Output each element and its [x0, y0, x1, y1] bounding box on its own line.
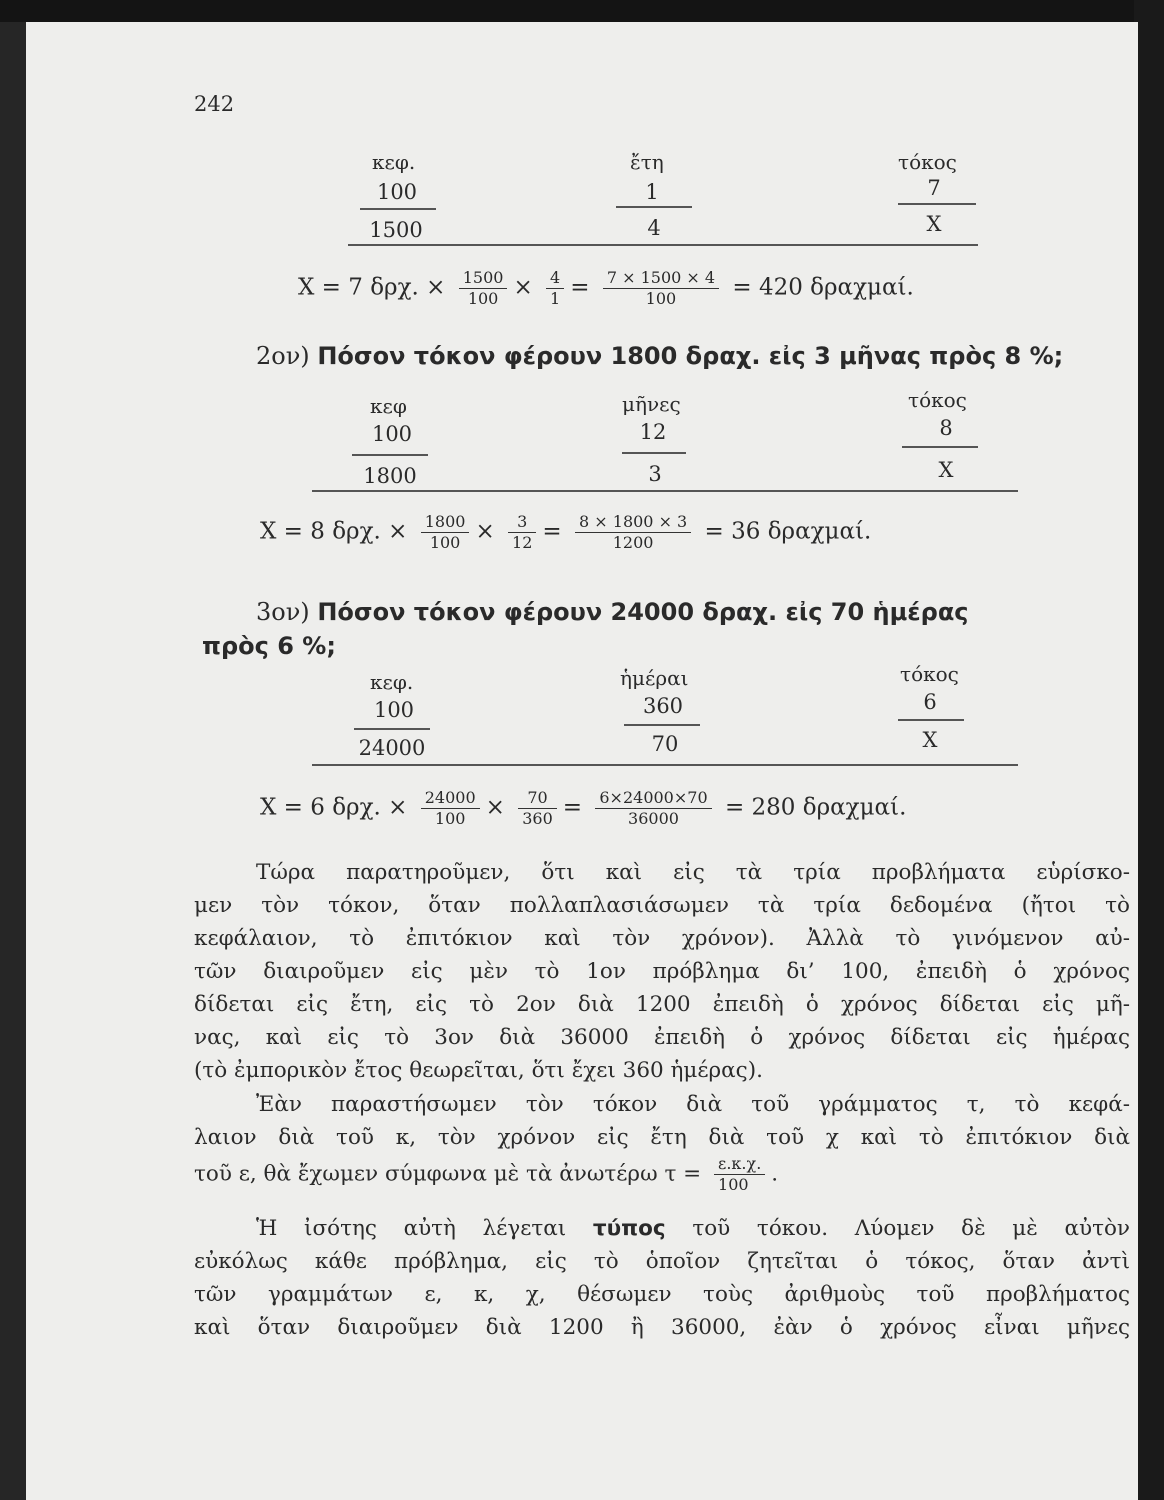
cell-months-1: 12 — [639, 420, 667, 444]
cell-capital-2: 1500 — [369, 218, 423, 242]
formula-text: τοῦ ε, θὰ ἔχωμεν σύμφωνα μὲ τὰ ἀνωτέρω τ = — [194, 1161, 702, 1187]
text-line: νας, καὶ εἰς τὸ 3ον διὰ 36000 ἐπειδὴ ὁ χρόνος δίδεται εἰς ἡμέρας — [194, 1025, 1130, 1050]
fraction-denominator: 360 — [522, 809, 553, 828]
page-number: 242 — [194, 92, 235, 116]
header-capital: κεφ. — [370, 670, 414, 694]
cell-capital-1: 100 — [373, 698, 415, 722]
text-line: τῶν γραμμάτων ε, κ, χ, θέσωμεν τοὺς ἀριθμοὺς τοῦ προβλήματος — [194, 1282, 1130, 1307]
header-interest: τόκος — [908, 388, 967, 412]
fraction-numerator: ε.κ.χ. — [714, 1154, 765, 1175]
equation-result: = 280 δραχμαί. — [724, 794, 907, 821]
fraction-numerator: 70 — [518, 788, 557, 809]
header-days: ἡμέραι — [620, 666, 689, 690]
cell-interest-2: Χ — [926, 212, 942, 236]
question-number: 2ον) — [256, 342, 310, 370]
cell-interest-2: Χ — [922, 728, 938, 752]
cell-capital-2: 24000 — [358, 736, 426, 760]
fraction — [518, 788, 557, 829]
text-line: δίδεται εἰς ἔτη, εἰς τὸ 2ον διὰ 1200 ἐπειδὴ ὁ χρόνος δίδεται εἰς μῆ- — [194, 992, 1130, 1017]
cell-capital-1: 100 — [376, 180, 418, 204]
cell-capital-2: 1800 — [363, 464, 417, 488]
rule — [622, 452, 686, 454]
fraction-numerator: 4 — [546, 268, 564, 289]
paragraph-formula-usage — [194, 1212, 1130, 1344]
formula-line — [194, 1154, 1130, 1202]
rule — [352, 454, 428, 456]
cell-interest-2: Χ — [938, 458, 954, 482]
rule — [360, 208, 436, 210]
rule — [902, 446, 978, 448]
text-line: τῶν διαιροῦμεν εἰς μὲν τὸ 1ον πρόβλημα δι’ 100, ἐπειδὴ ὁ χρόνος — [194, 959, 1130, 984]
text-line: καὶ ὅταν διαιροῦμεν διὰ 1200 ἢ 36000, ἐὰν ὁ χρόνος εἶναι μῆνες — [194, 1315, 1130, 1340]
fraction-denominator: 36000 — [628, 809, 679, 828]
equation-result: = 36 δραχμαί. — [704, 518, 872, 545]
book-page — [26, 22, 1138, 1500]
text-segment: Ἡ ἰσότης αὐτὴ λέγεται — [256, 1216, 593, 1241]
text-segment: τοῦ τόκου. Λύομεν δὲ μὲ αὐτὸν — [665, 1216, 1130, 1241]
problem1-equation: Χ = 7 δρχ. × $\frac{1500}{100}$ × $\frac{4}{1}$ = $\frac{7 \times 1500 \times 4}{100}$ = 420 δραχμαί. — [298, 268, 914, 308]
cell-interest-1: 8 — [939, 416, 953, 440]
fraction-numerator: 1500 — [459, 268, 508, 289]
fraction — [459, 268, 508, 309]
fraction-numerator: 7 × 1500 × 4 — [603, 268, 719, 289]
rule — [898, 719, 964, 721]
header-months: μῆνες — [622, 392, 681, 416]
fraction — [421, 512, 470, 553]
rule — [898, 203, 976, 205]
header-interest: τόκος — [900, 662, 959, 686]
scan-top-edge — [0, 0, 1164, 22]
equation-lhs: Χ = 6 δρχ. × — [260, 794, 408, 821]
text-line: μεν τὸν τόκον, ὅταν πολλαπλασιάσωμεν τὰ τρία δεδομένα (ἤτοι τὸ — [194, 893, 1130, 918]
fraction-denominator: 1200 — [612, 533, 654, 552]
cell-interest-1: 7 — [927, 176, 941, 200]
fraction — [421, 788, 480, 829]
question-number: 3ον) — [256, 598, 310, 626]
fraction — [508, 512, 536, 553]
table-bottom-rule — [348, 244, 978, 246]
paragraph-formula — [194, 1088, 1130, 1202]
cell-days-1: 360 — [642, 694, 684, 718]
text-line — [194, 1212, 1130, 1245]
equation-lhs: Χ = 8 δρχ. × — [260, 518, 408, 545]
problem3-question-line1 — [256, 598, 969, 626]
header-capital: κεφ — [370, 394, 407, 418]
fraction-denominator: 100 — [718, 1175, 749, 1194]
bold-term: τύπος — [592, 1216, 666, 1241]
fraction-numerator: 1800 — [421, 512, 470, 533]
text-line: (τὸ ἐμπορικὸν ἔτος θεωρεῖται, ὅτι ἔχει 360 ἡμέρας). — [194, 1058, 763, 1083]
rule — [354, 728, 430, 730]
header-capital: κεφ. — [372, 150, 416, 174]
fraction — [546, 268, 564, 309]
fraction-denominator: 100 — [467, 289, 499, 308]
problem2-equation: Χ = 8 δρχ. × $\frac{1800}{100}$ × $\frac{3}{12}$ = $\frac{8 \times 1800 \times 3}{1200}$ = 36 δραχμαί. — [260, 512, 872, 552]
equation-lhs: Χ = 7 δρχ. × — [298, 274, 446, 301]
rule — [624, 724, 700, 726]
fraction-denominator: 100 — [434, 809, 466, 828]
problem3-question-line2 — [202, 632, 336, 660]
table-bottom-rule — [312, 490, 1018, 492]
paragraph-observation — [194, 856, 1130, 1087]
text-line: εὐκόλως κάθε πρόβλημα, εἰς τὸ ὁποῖον ζητεῖται ὁ τόκος, ὅταν ἀντὶ — [194, 1249, 1130, 1274]
text-line: κεφάλαιον, τὸ ἐπιτόκιον καὶ τὸν χρόνον). Ἀλλὰ τὸ γινόμενον αὐ- — [194, 926, 1130, 951]
fraction-numerator: 8 × 1800 × 3 — [575, 512, 691, 533]
header-years: ἔτη — [630, 150, 664, 174]
fraction-denominator: 1 — [550, 289, 561, 308]
rule — [616, 206, 692, 208]
question-text: Πόσον τόκον φέρουν 1800 δραχ. εἰς 3 μῆνας πρὸς 8 %; — [317, 342, 1064, 370]
text-line: λαιον διὰ τοῦ κ, τὸν χρόνον εἰς ἔτη διὰ τοῦ χ καὶ τὸ ἐπιτόκιον διὰ — [194, 1125, 1130, 1150]
interest-formula-fraction — [714, 1154, 765, 1195]
fraction-numerator: 6×24000×70 — [595, 788, 711, 809]
formula-period: . — [771, 1161, 779, 1187]
cell-years-2: 4 — [647, 216, 661, 240]
fraction-denominator: 12 — [512, 533, 533, 552]
cell-capital-1: 100 — [371, 422, 413, 446]
problem2-question — [256, 342, 1063, 370]
fraction — [603, 268, 719, 309]
cell-years-1: 1 — [645, 180, 659, 204]
table-bottom-rule — [312, 764, 1018, 766]
question-text: Πόσον τόκον φέρουν 24000 δραχ. εἰς 70 ἡμέρας — [317, 598, 969, 626]
header-interest: τόκος — [898, 150, 957, 174]
fraction-numerator: 24000 — [421, 788, 480, 809]
cell-months-2: 3 — [648, 462, 662, 486]
fraction — [575, 512, 691, 553]
text-line: Ἐὰν παραστήσωμεν τὸν τόκον διὰ τοῦ γράμματος τ, τὸ κεφά- — [256, 1092, 1130, 1117]
equation-result: = 420 δραχμαί. — [732, 274, 914, 301]
cell-interest-1: 6 — [923, 690, 937, 714]
problem3-equation: Χ = 6 δρχ. × $\frac{24000}{100}$ × $\frac{70}{360}$ = $\frac{6\times 24000\times 70}{36000}$ = 280 δραχμαί. — [260, 788, 907, 828]
fraction-denominator: 100 — [645, 289, 677, 308]
fraction-denominator: 100 — [429, 533, 461, 552]
fraction — [595, 788, 711, 829]
question-text-continued: πρὸς 6 %; — [202, 632, 336, 660]
cell-days-2: 70 — [651, 732, 679, 756]
text-line: Τώρα παρατηροῦμεν, ὅτι καὶ εἰς τὰ τρία προβλήματα εὑρίσκο- — [256, 860, 1130, 885]
fraction-numerator: 3 — [508, 512, 536, 533]
scan-right-edge — [1134, 0, 1164, 1500]
